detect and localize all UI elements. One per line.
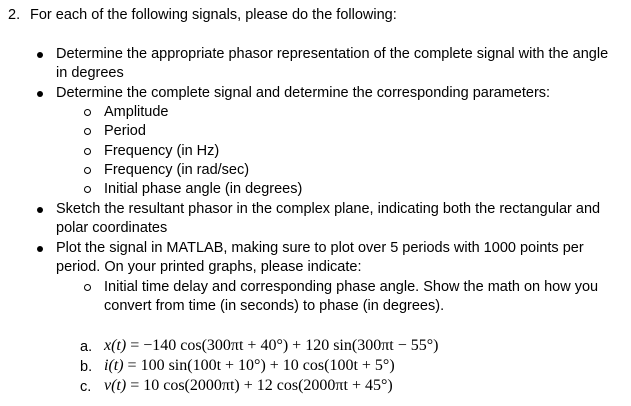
- signal-c-rhs: = 10 cos(2000πt) + 12 cos(2000πt + 45°): [130, 377, 393, 394]
- question-prompt: For each of the following signals, please do the following:: [30, 7, 397, 23]
- sub-bullet-icon: [84, 128, 91, 135]
- signal-c-letter: c.: [80, 379, 92, 395]
- signal-b-equation: [104, 357, 395, 375]
- sub-bullet-icon: [84, 148, 91, 155]
- sub-bullet-icon: [84, 109, 91, 116]
- bullet-3-line-1: Sketch the resultant phasor in the complex plane, indicating both the rectangular and: [56, 201, 601, 217]
- signal-a-equation: [104, 337, 438, 355]
- subitem-frequency-rad: Frequency (in rad/sec): [104, 162, 250, 178]
- bullet-3-line-2: polar coordinates: [56, 220, 168, 236]
- bullet-icon: [37, 246, 43, 252]
- bullet-icon: [37, 207, 43, 213]
- signal-b-lhs: i(t): [104, 357, 124, 374]
- bullet-icon: [37, 52, 43, 58]
- bullet-1-line-1: Determine the appropriate phasor representation of the complete signal with the angle: [56, 46, 609, 62]
- bullet-1-line-2: in degrees: [56, 65, 124, 81]
- sub-bullet-icon: [84, 167, 91, 174]
- signal-c-equation: [104, 377, 393, 395]
- subitem-frequency-hz: Frequency (in Hz): [104, 143, 220, 159]
- signal-a-rhs: = −140 cos(300πt + 40°) + 120 sin(300πt − 55°): [130, 337, 439, 354]
- question-number: 2.: [8, 7, 21, 23]
- signal-a-lhs: x(t): [104, 337, 127, 354]
- subitem-amplitude: Amplitude: [104, 104, 169, 120]
- subitem-time-delay-line-2: convert from time (in seconds) to phase (in degrees).: [104, 298, 445, 314]
- bullet-2-line-1: Determine the complete signal and determine the corresponding parameters:: [56, 85, 551, 101]
- bullet-icon: [37, 91, 43, 97]
- signal-a-letter: a.: [80, 339, 93, 355]
- sub-bullet-icon: [84, 284, 91, 291]
- subitem-time-delay-line-1: Initial time delay and corresponding phase angle. Show the math on how you: [104, 279, 599, 295]
- bullet-4-line-2: period. On your printed graphs, please indicate:: [56, 259, 362, 275]
- subitem-initial-phase: Initial phase angle (in degrees): [104, 181, 303, 197]
- subitem-period: Period: [104, 123, 146, 139]
- signal-b-rhs: = 100 sin(100t + 10°) + 10 cos(100t + 5°): [127, 357, 395, 374]
- sub-bullet-icon: [84, 186, 91, 193]
- signal-c-lhs: v(t): [104, 377, 127, 394]
- signal-b-letter: b.: [80, 359, 93, 375]
- bullet-4-line-1: Plot the signal in MATLAB, making sure to plot over 5 periods with 1000 points per: [56, 240, 584, 256]
